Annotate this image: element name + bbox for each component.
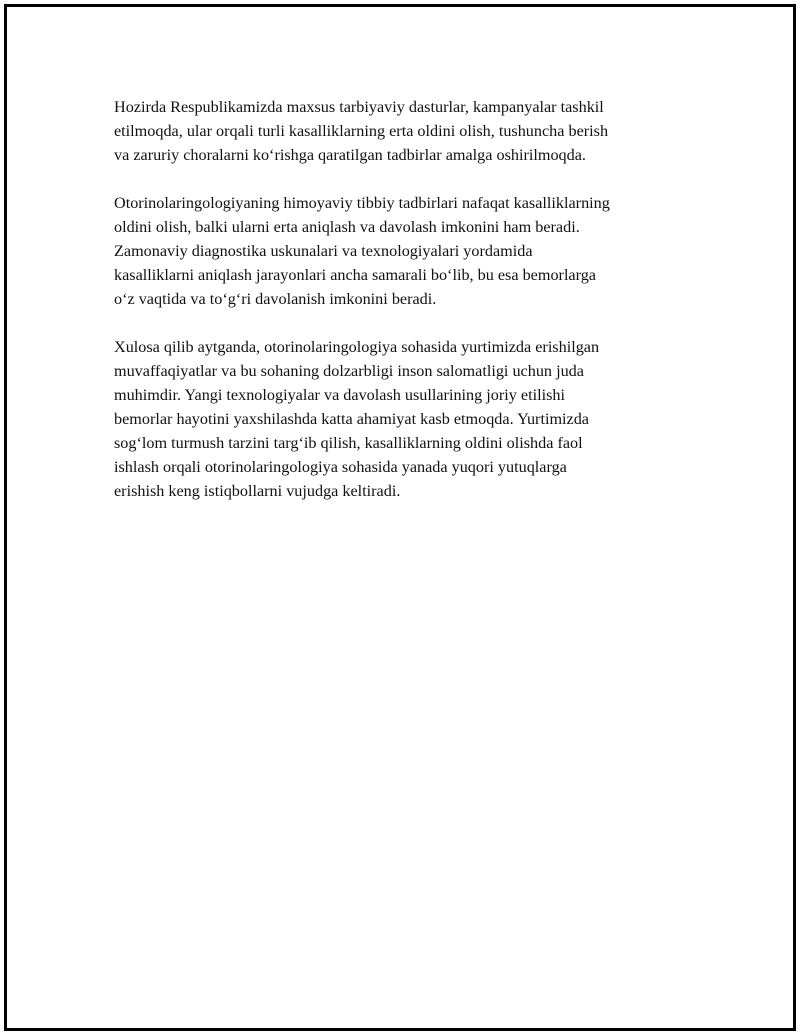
text-line: erishish keng istiqbollarni vujudga keltiradi. [114,482,401,500]
text-line: kasalliklarni aniqlash jarayonlari ancha samarali bo‘lib, bu esa bemorlarga [114,266,596,284]
paragraph-1 [114,95,694,167]
text-line: Hozirda Respublikamizda maxsus tarbiyaviy dasturlar, kampanyalar tashkil [114,98,604,116]
paragraph-3 [114,335,694,503]
text-line: etilmoqda, ular orqali turli kasalliklarning erta oldini olish, tushuncha berish [114,122,609,140]
text-line: muvaffaqiyatlar va bu sohaning dolzarbligi inson salomatligi uchun juda [114,362,584,380]
text-line: ishlash orqali otorinolaringologiya sohasida yanada yuqori yutuqlarga [114,458,567,476]
text-line: va zaruriy choralarni ko‘rishga qaratilgan tadbirlar amalga oshirilmoqda. [114,146,586,164]
text-line: sog‘lom turmush tarzini targ‘ib qilish, kasalliklarning oldini olishda faol [114,434,583,452]
text-line: muhimdir. Yangi texnologiyalar va davolash usullarining joriy etilishi [114,386,565,404]
text-line: oldini olish, balki ularni erta aniqlash va davolash imkonini ham beradi. [114,218,580,236]
document-body [114,95,694,527]
text-line: Otorinolaringologiyaning himoyaviy tibbiy tadbirlari nafaqat kasalliklarning [114,194,610,212]
text-line: Xulosa qilib aytganda, otorinolaringologiya sohasida yurtimizda erishilgan [114,338,600,356]
text-line: bemorlar hayotini yaxshilashda katta ahamiyat kasb etmoqda. Yurtimizda [114,410,589,428]
paragraph-2 [114,191,694,311]
text-line: Zamonaviy diagnostika uskunalari va texnologiyalari yordamida [114,242,533,260]
text-line: o‘z vaqtida va to‘g‘ri davolanish imkonini beradi. [114,290,437,308]
